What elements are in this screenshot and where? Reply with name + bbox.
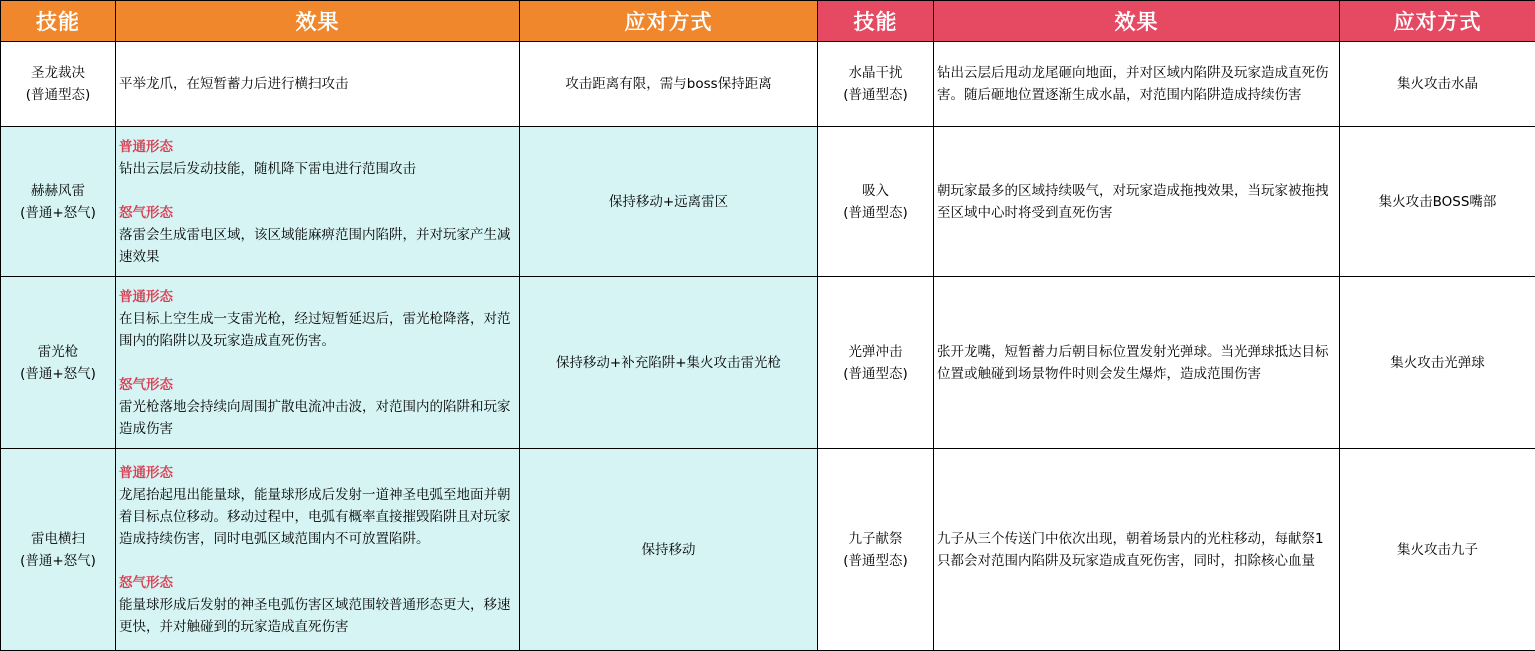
- header-effect-left: 效果: [116, 1, 520, 42]
- table-row: [1, 127, 1535, 277]
- skill-cell-right: [818, 42, 934, 127]
- counter-cell-right: 集火攻击光弹球: [1340, 277, 1535, 449]
- effect-text: 钻出云层后甩动龙尾砸向地面，并对区域内陷阱及玩家造成直死伤害。随后砸地位置逐渐生成水晶，对范围内陷阱造成持续伤害: [937, 62, 1336, 106]
- counter-cell-right: 集火攻击九子: [1340, 449, 1535, 651]
- normal-form-text: 在目标上空生成一支雷光枪，经过短暂延迟后，雷光枪降落，对范围内的陷阱以及玩家造成直死伤害。: [119, 308, 516, 352]
- effect-cell-right: [934, 277, 1340, 449]
- normal-form-text: 钻出云层后发动技能，随机降下雷电进行范围攻击: [119, 158, 516, 180]
- skill-name: 赫赫风雷: [4, 180, 112, 202]
- effect-cell-right: [934, 449, 1340, 651]
- rage-form-text: 能量球形成后发射的神圣电弧伤害区域范围较普通形态更大，移速更快，并对触碰到的玩家造成直死伤害: [119, 594, 516, 638]
- counter-cell-left: 攻击距离有限，需与boss保持距离: [520, 42, 818, 127]
- effect-cell-right: [934, 127, 1340, 277]
- counter-cell-left: 保持移动: [520, 449, 818, 651]
- effect-cell-right: [934, 42, 1340, 127]
- counter-cell-left: 保持移动+补充陷阱+集火攻击雷光枪: [520, 277, 818, 449]
- skill-cell-left: [1, 277, 116, 449]
- skill-name: 水晶干扰: [821, 62, 930, 84]
- skill-name: 雷光枪: [4, 341, 112, 363]
- rage-form-label: 怒气形态: [119, 202, 516, 224]
- header-row: [1, 1, 1535, 42]
- skill-cell-left: [1, 42, 116, 127]
- skill-name: 吸入: [821, 180, 930, 202]
- paragraph-spacer: [119, 550, 516, 572]
- normal-form-label: 普通形态: [119, 286, 516, 308]
- paragraph-spacer: [119, 180, 516, 202]
- effect-cell-left: [116, 449, 520, 651]
- effect-cell-left: [116, 42, 520, 127]
- skill-type: (普通+怒气): [4, 363, 112, 385]
- counter-cell-right: 集火攻击BOSS嘴部: [1340, 127, 1535, 277]
- effect-cell-left: [116, 127, 520, 277]
- rage-form-label: 怒气形态: [119, 374, 516, 396]
- header-counter-right: 应对方式: [1340, 1, 1535, 42]
- skill-type: (普通+怒气): [4, 550, 112, 572]
- effect-cell-left: [116, 277, 520, 449]
- skill-type: (普通型态): [821, 202, 930, 224]
- normal-form-text: 龙尾抬起甩出能量球，能量球形成后发射一道神圣电弧至地面并朝着目标点位移动。移动过程中，电弧有概率直接摧毁陷阱且对玩家造成持续伤害，同时电弧区域范围内不可放置陷阱。: [119, 484, 516, 550]
- effect-text: 朝玩家最多的区域持续吸气，对玩家造成拖拽效果，当玩家被拖拽至区域中心时将受到直死伤害: [937, 180, 1336, 224]
- effect-text: 九子从三个传送门中依次出现，朝着场景内的光柱移动，每献祭1只都会对范围内陷阱及玩家造成直死伤害，同时，扣除核心血量: [937, 528, 1336, 572]
- skill-cell-right: [818, 277, 934, 449]
- header-counter-left: 应对方式: [520, 1, 818, 42]
- skill-name: 光弹冲击: [821, 341, 930, 363]
- effect-text: 平举龙爪，在短暂蓄力后进行横扫攻击: [119, 73, 516, 95]
- normal-form-label: 普通形态: [119, 136, 516, 158]
- skill-name: 圣龙裁决: [4, 62, 112, 84]
- skill-type: (普通型态): [821, 84, 930, 106]
- rage-form-label: 怒气形态: [119, 572, 516, 594]
- skill-name: 九子献祭: [821, 528, 930, 550]
- skill-cell-left: [1, 127, 116, 277]
- skill-type: (普通型态): [4, 84, 112, 106]
- table-row: [1, 277, 1535, 449]
- rage-form-text: 落雷会生成雷电区域，该区域能麻痹范围内陷阱，并对玩家产生减速效果: [119, 224, 516, 268]
- counter-cell-left: 保持移动+远离雷区: [520, 127, 818, 277]
- skill-cell-right: [818, 127, 934, 277]
- header-skill-right: 技能: [818, 1, 934, 42]
- skill-cell-left: [1, 449, 116, 651]
- skill-type: (普通+怒气): [4, 202, 112, 224]
- table-row: [1, 449, 1535, 651]
- paragraph-spacer: [119, 352, 516, 374]
- skill-name: 雷电横扫: [4, 528, 112, 550]
- skill-type: (普通型态): [821, 363, 930, 385]
- header-effect-right: 效果: [934, 1, 1340, 42]
- rage-form-text: 雷光枪落地会持续向周围扩散电流冲击波，对范围内的陷阱和玩家造成伤害: [119, 396, 516, 440]
- counter-cell-right: 集火攻击水晶: [1340, 42, 1535, 127]
- header-skill-left: 技能: [1, 1, 116, 42]
- skill-cell-right: [818, 449, 934, 651]
- effect-text: 张开龙嘴，短暂蓄力后朝目标位置发射光弹球。当光弹球抵达目标位置或触碰到场景物件时则会发生爆炸，造成范围伤害: [937, 341, 1336, 385]
- skill-type: (普通型态): [821, 550, 930, 572]
- table-row: [1, 42, 1535, 127]
- normal-form-label: 普通形态: [119, 462, 516, 484]
